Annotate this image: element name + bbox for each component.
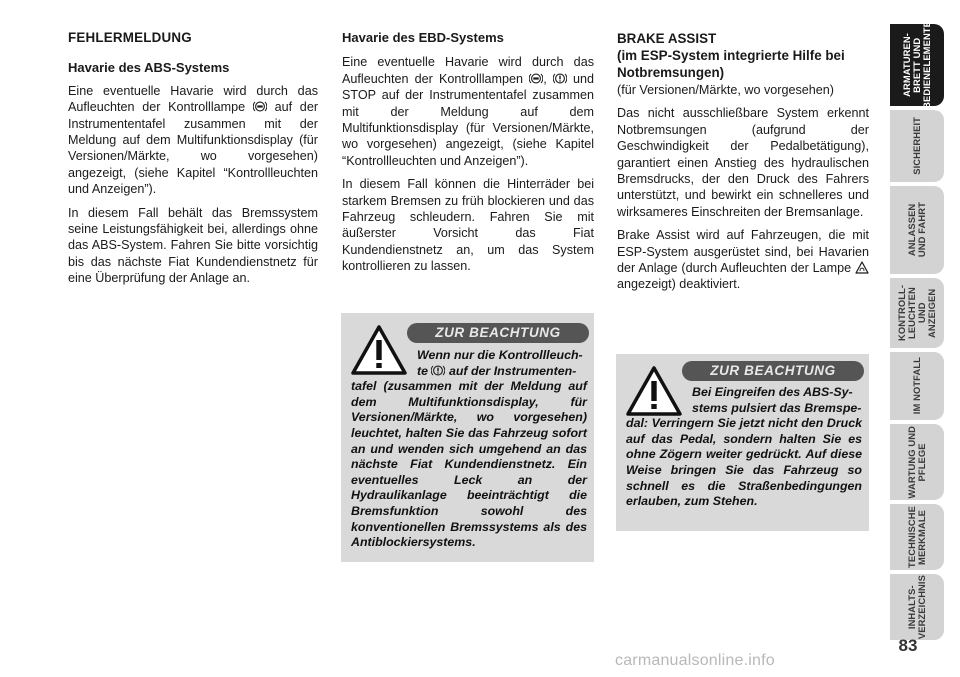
tab-armaturenbrett[interactable]: ARMATUREN- BRETT UND BEDIENELEMENTE	[890, 24, 944, 106]
paragraph-ebd-2: In diesem Fall können die Hinterräder bei starkem Bremsen zu früh blockieren und das Fahrzeug schleudern. Fahren Sie mit äußerster Vorsicht das Fiat Kundendienstnetz an, um das System kontrollieren zu lassen.	[342, 177, 594, 274]
section-heading-fehlermeldung: FEHLERMELDUNG	[68, 30, 192, 45]
abs-warning-lamp-icon	[529, 72, 543, 85]
tab-im-notfall[interactable]: IM NOTFALL	[890, 352, 944, 420]
tab-inhaltsverzeichnis[interactable]: INHALTS- VERZEICHNIS	[890, 574, 944, 640]
warning-box-ebd	[341, 313, 594, 562]
warning-title-pill: ZUR BEACHTUNG	[682, 361, 864, 381]
subheading-ebd-havarie: Havarie des EBD-Systems	[342, 30, 504, 45]
paragraph-brake-assist-2: Brake Assist wird auf Fahrzeugen, die mit ESP-System ausgerüstet sind, bei Havarien der Anlage (durch Aufleuchten der Lampe angezeigt) deaktiviert.	[617, 228, 869, 292]
paragraph-ebd-1: Eine eventuelle Havarie wird durch das Aufleuchten der Kontrolllampen , und STOP auf der Instrumententafel zusammen mit der Meldung auf dem Multifunktionsdisplay (für Versionen/Märkte, wo vorgesehen) angezeigt, (siehe Kapitel “Kontrollleuchten und Anzeigen”).	[342, 55, 595, 168]
tab-kontrollleuchten[interactable]: KONTROLL- LEUCHTEN UND ANZEIGEN	[890, 278, 944, 348]
warning-box-abs	[616, 354, 869, 531]
subheading-abs-havarie: Havarie des ABS-Systems	[68, 60, 230, 76]
column-ebd	[342, 30, 594, 282]
section-heading-brake-assist: BRAKE ASSIST	[617, 31, 717, 46]
paragraph-abs-1: Eine eventuelle Havarie wird durch das Aufleuchten der Kontrolllampe auf der Instrumententafel zusammen mit der Meldung auf dem Multifunktionsdisplay (für Versionen/Märkte, wo vorgesehen) angezeigt, (siehe Kapitel “Kontrollleuchten und Anzeigen”).	[68, 83, 319, 197]
esp-warning-triangle-icon	[855, 261, 869, 274]
tab-anlassen-und-fahrt[interactable]: ANLASSEN UND FAHRT	[890, 186, 944, 274]
page-number: 83	[898, 636, 918, 655]
warning-text-ebd: Wenn nur die Kontrollleuch- te auf der Instrumenten- tafel (zusammen mit der Meldung auf dem Multifunktionsdisplay, für Versionen/Märkte, wo vorgesehen) leuchtet, halten Sie das Fahrzeug sofort an und wenden sich umgehend an das nächste Fiat Kundendienstnetz. Ein eventuelles Leck an der Hydraulikanlage beeinträchtigt die Bremsfunktion sowohl des konventionellen Bremssystems als des Antiblockiersystems.	[351, 348, 587, 550]
abs-warning-lamp-icon	[253, 100, 267, 113]
column-brake-assist	[617, 30, 869, 300]
warning-title-pill: ZUR BEACHTUNG	[407, 323, 589, 343]
warning-text-abs: Bei Eingreifen des ABS-Sy- stems pulsiert das Bremspe- dal: Verringern Sie jetzt nicht den Druck auf das Pedal, sondern halten Sie es ohne Zögern weiter gedrückt. Auf diese Weise bringen Sie das Fahrzeug so schnell es die Straßenbedingungen erlauben, zum Stehen.	[626, 385, 862, 509]
tab-sicherheit[interactable]: SICHERHEIT	[890, 110, 944, 182]
section-subheading-esp: (im ESP-System integrierte Hilfe bei Notbremsungen)	[617, 48, 845, 80]
tab-wartung-und-pflege[interactable]: WARTUNG UND PFLEGE	[890, 424, 944, 500]
brake-warning-lamp-icon	[431, 364, 445, 377]
versions-note: (für Versionen/Märkte, wo vorgesehen)	[617, 83, 834, 97]
watermark: carmanualsonline.info	[615, 652, 775, 669]
paragraph-abs-2: In diesem Fall behält das Bremssystem seine Leistungsfähigkeit bei, allerdings ohne das ABS-System. Fahren Sie bitte vorsichtig bis das nächste Fiat Kundendienstnetz für eine Überprüfung der Anlage an.	[68, 205, 318, 286]
tab-technische-merkmale[interactable]: TECHNISCHE MERKMALE	[890, 504, 944, 570]
brake-warning-lamp-icon	[553, 72, 567, 85]
column-abs	[68, 30, 318, 294]
paragraph-brake-assist-1: Das nicht ausschließbare System erkennt Notbremsungen (aufgrund der Geschwindigkeit der Pedalbetätigung), garantiert einen Anstieg des hydraulischen Bremsdrucks, der den Druck des Fahrers unterstützt, und bewirkt ein schnelleres und wirksameres Einschreiten der Bremsanlage.	[617, 106, 869, 219]
